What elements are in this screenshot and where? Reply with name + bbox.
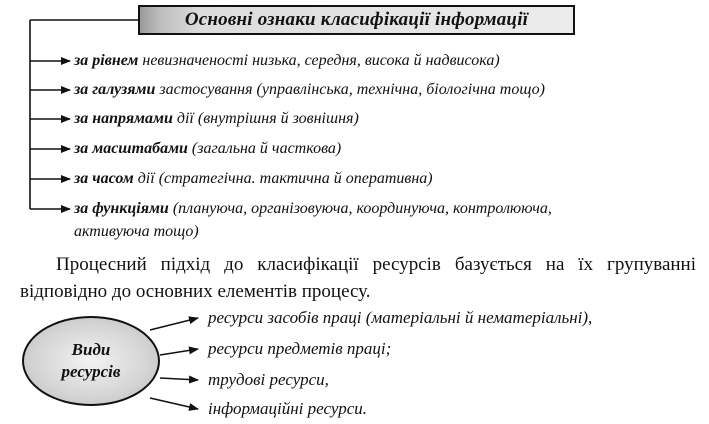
- feature-item: [74, 51, 500, 71]
- ellipse-label-line1: Види: [71, 340, 111, 359]
- feature-desc: невизначеності низька, середня, висока й надвисока): [138, 52, 500, 69]
- body-paragraph: Процесний підхід до класифікації ресурсів базується на їх групуванні відповідно до основних елементів процесу.: [20, 254, 696, 302]
- resources-ellipse: [22, 316, 160, 406]
- feature-item: [74, 139, 341, 159]
- feature-desc: (загальна й часткова): [187, 140, 342, 157]
- ellipse-label-line2: ресурсів: [61, 362, 121, 381]
- title-text: Основні ознаки класифікації інформації: [184, 9, 529, 30]
- resource-item: ресурси предметів праці;: [208, 339, 392, 358]
- feature-key: за часом: [74, 170, 134, 187]
- feature-key: за функціями: [74, 200, 169, 217]
- resource-arrow-4: [150, 398, 198, 409]
- feature-item: [74, 169, 433, 189]
- feature-continuation: активуюча тощо): [74, 223, 199, 240]
- feature-item: [74, 80, 545, 100]
- feature-key: за рівнем: [74, 52, 139, 69]
- feature-key: за масштабами: [74, 140, 188, 157]
- feature-item: [74, 199, 552, 219]
- feature-desc: застосування (управлінська, технічна, біологічна тощо): [155, 81, 545, 98]
- feature-key: за напрямами: [74, 110, 173, 127]
- resource-arrow-1: [150, 318, 198, 330]
- resource-item: інформаційні ресурси.: [208, 399, 368, 418]
- feature-key: за галузями: [74, 81, 156, 98]
- resource-item: ресурси засобів праці (матеріальні й нематеріальні),: [208, 308, 593, 327]
- feature-desc: дії (внутрішня й зовнішня): [172, 110, 359, 127]
- resource-arrow-3: [160, 378, 198, 380]
- resource-item: трудові ресурси,: [208, 370, 329, 389]
- feature-desc: дії (стратегічна. тактична й оперативна): [133, 170, 433, 187]
- feature-item: [74, 109, 359, 129]
- resource-arrow-2: [160, 349, 198, 355]
- feature-desc: (плануюча, організовуюча, координуюча, контролююча,: [168, 200, 552, 217]
